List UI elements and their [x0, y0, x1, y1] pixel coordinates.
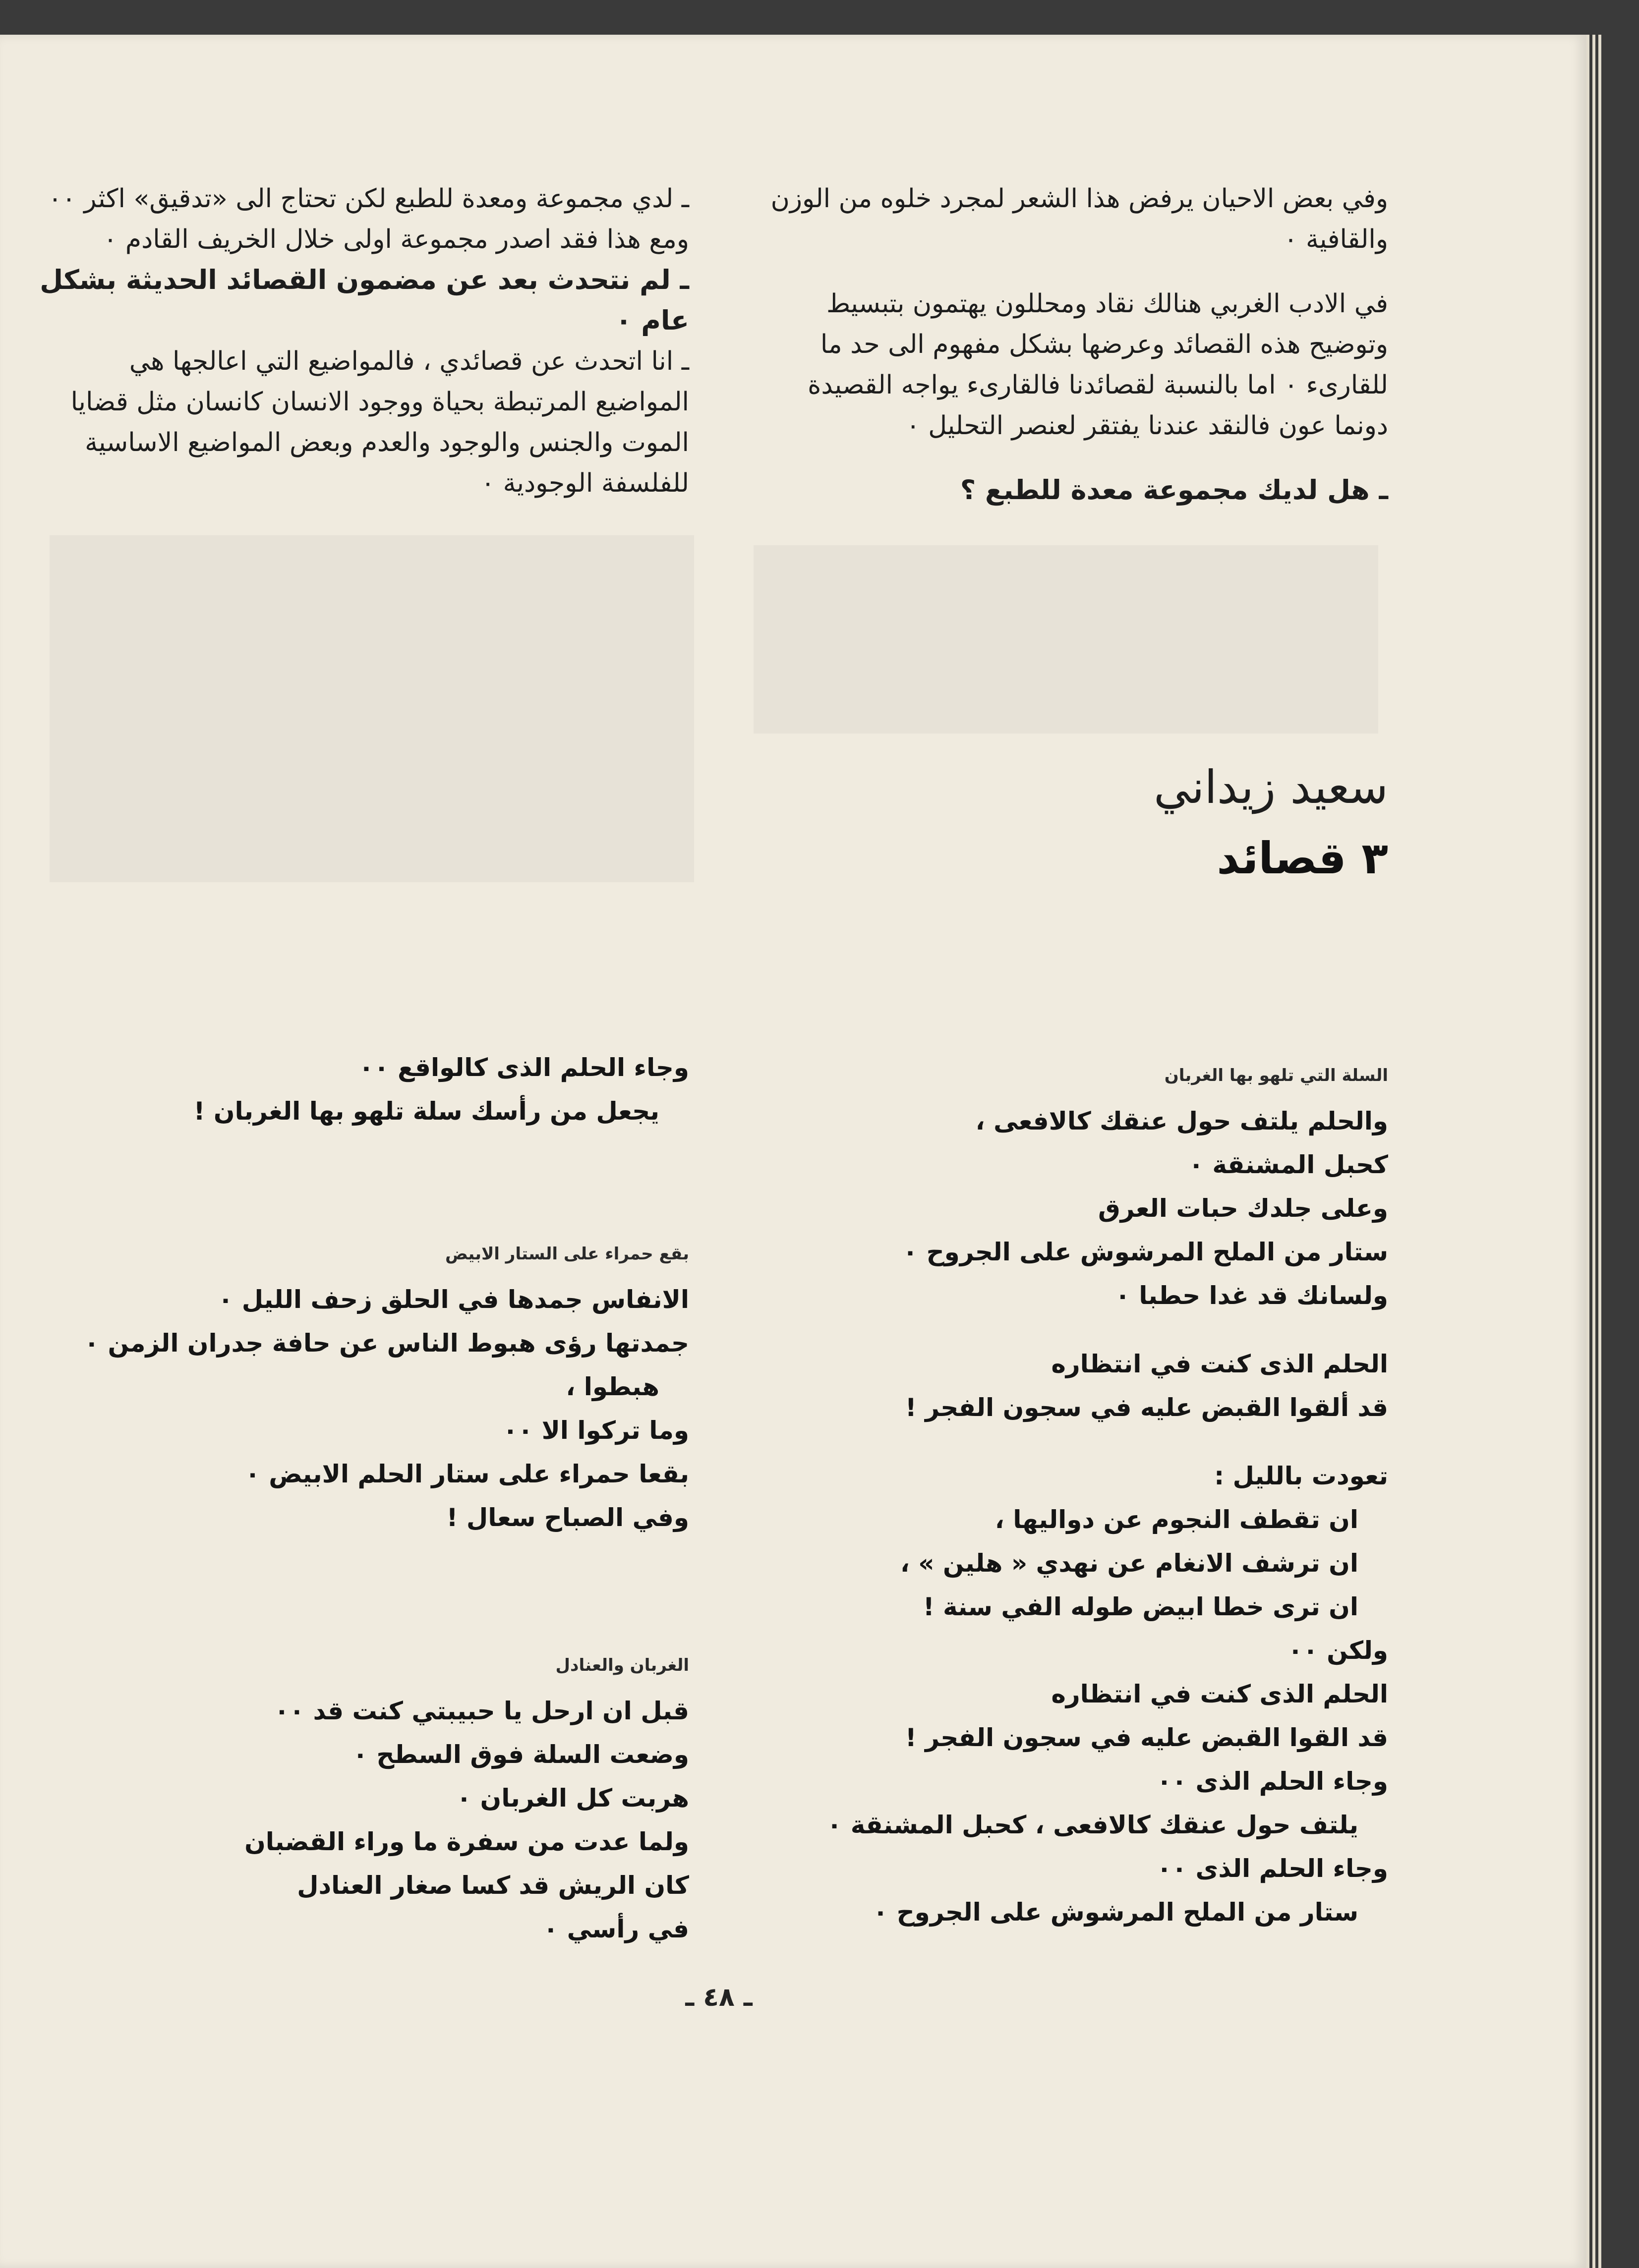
paragraph: في الادب الغربي هنالك نقاد ومحللون يهتمون بتبسيط وتوضيح هذه القصائد وعرضها بشكل مفهوم الى حد ما للقارىء ٠ اما بالنسبة لقصائدنا فالقارىء يواجه القصيدة دونما عون فالنقد عندنا يفتقر لعنصر التحليل ٠ — [808, 289, 1388, 441]
verse-line: وجاء الحلم الذى ٠٠ — [1157, 1854, 1388, 1883]
verse-line: كان الريش قد كسا صغار العنادل — [297, 1871, 689, 1900]
verse-line: هبطوا ، — [566, 1372, 659, 1401]
verse-line: ستار من الملح المرشوش على الجروح ٠ — [873, 1898, 1358, 1927]
verse-line: ولسانك قد غدا حطبا ٠ — [1115, 1281, 1388, 1310]
verse-line: الحلم الذى كنت في انتظاره — [1051, 1350, 1388, 1378]
verse-line: والحلم يلتف حول عنقك كالافعى ، — [975, 1107, 1388, 1135]
verse-line: ولما عدت من سفرة ما وراء القضبان — [244, 1827, 689, 1856]
verse-line: وجاء الحلم الذى كالواقع ٠٠ — [358, 1053, 689, 1082]
verse-line: الحلم الذى كنت في انتظاره — [1051, 1680, 1388, 1708]
poem-2 — [40, 1244, 689, 1539]
show-through — [754, 545, 1378, 734]
verse-line: وضعت السلة فوق السطح ٠ — [352, 1740, 689, 1769]
stanza-gap — [754, 1429, 1388, 1454]
verse-line: قد القوا القبض عليه في سجون الفجر ! — [905, 1723, 1388, 1752]
poem-title: الغربان والعنادل — [555, 1655, 689, 1675]
interview-question: ـ هل لديك مجموعة معدة للطبع ؟ — [960, 474, 1388, 506]
show-through — [50, 535, 694, 882]
paragraph: وفي بعض الاحيان يرفض هذا الشعر لمجرد خلوه من الوزن والقافية ٠ — [770, 184, 1388, 254]
answer-paragraph: ـ لدي مجموعة ومعدة للطبع لكن تحتاج الى «تدقيق» اكثر ٠٠ ومع هذا فقد اصدر مجموعة اولى خلال الخريف القادم ٠ — [48, 184, 689, 254]
page-edge — [1592, 35, 1595, 2268]
poem-1 — [754, 1066, 1388, 1934]
verse-line: الانفاس جمدها في الحلق زحف الليل ٠ — [218, 1285, 689, 1314]
poem-3 — [40, 1655, 689, 1951]
verse-line: بقعا حمراء على ستار الحلم الابيض ٠ — [245, 1460, 689, 1488]
verse-line: في رأسي ٠ — [543, 1915, 689, 1943]
poem-1-continuation — [40, 1046, 689, 1133]
page-edge — [1598, 35, 1601, 2268]
verse-line: جمدتها رؤى هبوط الناس عن حافة جدران الزمن ٠ — [84, 1329, 689, 1358]
verse-line: تعودت بالليل : — [1214, 1462, 1388, 1490]
verse-line: وعلى جلدك حبات العرق — [1098, 1194, 1388, 1223]
author-name: سعيد زيداني — [1154, 761, 1388, 814]
verse-line: قبل ان ارحل يا حبيبتي كنت قد ٠٠ — [274, 1697, 689, 1725]
verse-line: يلتف حول عنقك كالافعى ، كحبل المشنقة ٠ — [826, 1811, 1358, 1839]
stanza-gap — [754, 1317, 1388, 1342]
verse-line: ان تقطف النجوم عن دواليها ، — [995, 1505, 1358, 1534]
page-number: ـ ٤٨ ـ — [685, 1983, 753, 2012]
verse-line: وفي الصباح سعال ! — [446, 1503, 689, 1532]
verse-line: هربت كل الغربان ٠ — [456, 1784, 689, 1813]
poem-title: السلة التي تلهو بها الغربان — [1164, 1066, 1388, 1085]
page-edge — [1586, 35, 1589, 2268]
interview-question: ـ لم نتحدث بعد عن مضمون القصائد الحديثة بشكل عام ٠ — [40, 264, 689, 336]
verse-line: وجاء الحلم الذى ٠٠ — [1157, 1767, 1388, 1796]
left-column — [40, 178, 689, 504]
verse-line: يجعل من رأسك سلة تلهو بها الغربان ! — [193, 1097, 659, 1126]
verse-line: كحبل المشنقة ٠ — [1188, 1150, 1388, 1179]
right-column — [754, 178, 1388, 510]
poems-heading: ٣ قصائد — [1217, 833, 1388, 884]
answer-paragraph: ـ انا اتحدث عن قصائدي ، فالمواضيع التي اعالجها هي المواضيع المرتبطة بحياة ووجود الانسان كانسان مثل قضايا الموت والجنس والوجود والعدم وبعض المواضيع الاساسية للفلسفة الوجودية ٠ — [70, 346, 689, 498]
verse-line: وما تركوا الا ٠٠ — [503, 1416, 689, 1445]
verse-line: قد ألقوا القبض عليه في سجون الفجر ! — [905, 1393, 1388, 1422]
verse-line: ولكن ٠٠ — [1288, 1636, 1388, 1665]
verse-line: ان ترشف الانغام عن نهدي « هلين » ، — [900, 1549, 1358, 1578]
poem-title: بقع حمراء على الستار الابيض — [445, 1244, 689, 1264]
verse-line: ان ترى خطا ابيض طوله الفي سنة ! — [923, 1592, 1358, 1621]
verse-line: ستار من الملح المرشوش على الجروح ٠ — [902, 1238, 1388, 1266]
